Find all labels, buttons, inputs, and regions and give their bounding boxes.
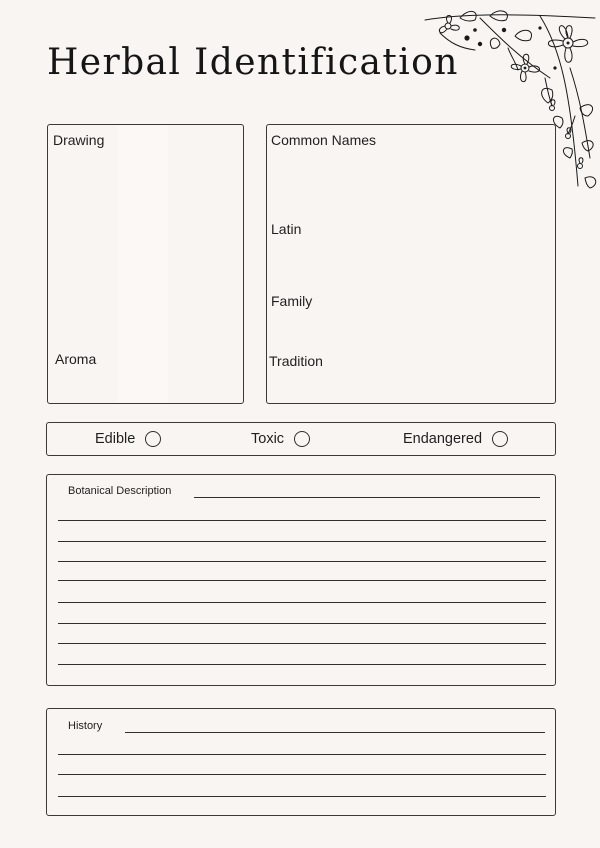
botanical-write-line[interactable] — [58, 602, 546, 603]
botanical-write-line[interactable] — [58, 541, 546, 542]
toxic-label: Toxic — [251, 431, 285, 447]
toxic-check — [251, 423, 310, 455]
drawing-label: Drawing — [53, 132, 105, 148]
botanical-write-line[interactable] — [58, 664, 546, 665]
page-title: Herbal Identification — [47, 42, 459, 83]
botanical-write-line[interactable] — [58, 623, 546, 624]
tradition-label: Tradition — [269, 353, 323, 369]
botanical-write-line[interactable] — [58, 520, 546, 521]
aroma-label: Aroma — [55, 351, 97, 367]
properties-checklist — [46, 422, 556, 456]
botanical-write-line[interactable] — [194, 497, 540, 498]
edible-label: Edible — [95, 431, 136, 447]
botanical-write-line[interactable] — [58, 561, 546, 562]
history-label: History — [68, 720, 103, 732]
edible-check — [95, 423, 161, 455]
botanical-description-label: Botanical Description — [68, 485, 172, 497]
latin-label: Latin — [271, 221, 302, 237]
endangered-check — [403, 423, 508, 455]
botanical-description-box[interactable] — [46, 474, 556, 686]
botanical-write-line[interactable] — [58, 580, 546, 581]
family-label: Family — [271, 293, 313, 309]
botanical-write-line[interactable] — [58, 643, 546, 644]
toxic-checkbox[interactable] — [294, 431, 310, 447]
history-write-line[interactable] — [58, 796, 546, 797]
endangered-checkbox[interactable] — [492, 431, 508, 447]
history-write-line[interactable] — [58, 754, 546, 755]
names-box[interactable] — [266, 124, 556, 404]
drawing-box[interactable] — [47, 124, 244, 404]
common-names-label: Common Names — [271, 132, 377, 148]
history-write-line[interactable] — [58, 774, 546, 775]
history-box[interactable] — [46, 708, 556, 816]
edible-checkbox[interactable] — [145, 431, 161, 447]
history-write-line[interactable] — [125, 732, 545, 733]
endangered-label: Endangered — [403, 431, 483, 447]
drawing-area — [118, 126, 168, 402]
